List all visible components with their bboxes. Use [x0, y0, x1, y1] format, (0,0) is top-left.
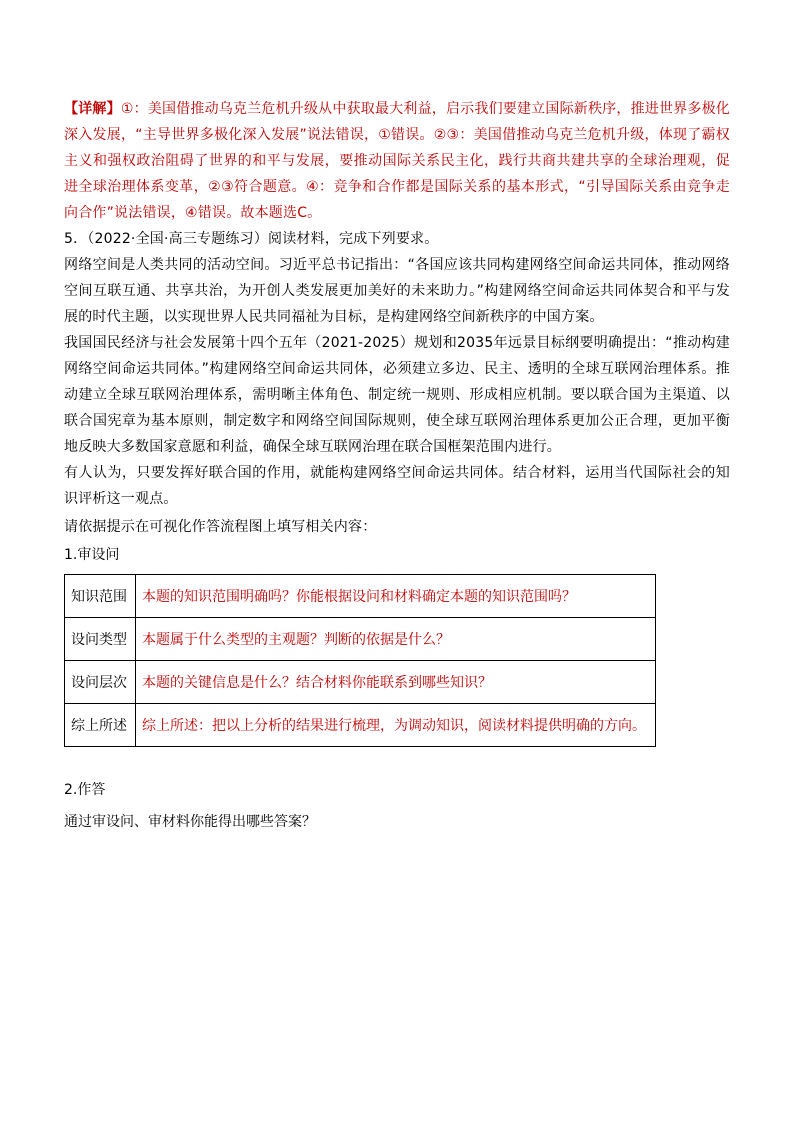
answer-detail: [64, 96, 730, 226]
table-value: 本题的关键信息是什么？结合材料你能联系到哪些知识？: [136, 661, 656, 704]
question-prompt: 有人认为，只要发挥好联合国的作用，就能构建网络空间命运共同体。结合材料，运用当代国际社会的知识评析这一观点。: [64, 465, 730, 507]
hint-intro: 请依据提示在可视化作答流程图上填写相关内容：: [64, 519, 377, 535]
table-row: [65, 704, 656, 747]
table-value: 综上所述：把以上分析的结果进行梳理，为调动知识，阅读材料提供明确的方向。: [136, 704, 656, 747]
table-row: [65, 661, 656, 704]
material-paragraph-1: 网络空间是人类共同的活动空间。习近平总书记指出：“各国应该共同构建网络空间命运共同体，推动网络空间互联互通、共享共治，为开创人类发展更加美好的未来助力。”构建网络空间命运共同体契合和平与发展的时代主题，以实现世界人民共同福祉为目标，是构建网络空间新秩序的中国方案。: [64, 257, 730, 325]
step1-label: 1.审设问: [64, 547, 120, 563]
document-page: [64, 96, 730, 835]
material-paragraph-2: 我国国民经济与社会发展第十四个五年（2021-2025）规划和2035年远景目标纲要明确提出：“推动构建网络空间命运共同体。”构建网络空间命运共同体，必须建立多边、民主、透明的全球互联网治理体系。推动建立全球互联网治理体系，需明晰主体角色、制定统一规则、形成相应机制。要以联合国为主渠道、以联合国宪章为基本原则，制定数字和网络空间国际规则，使全球互联网治理体系更加公正合理，更加平衡地反映大多数国家意愿和利益，确保全球互联网治理在联合国框架范围内进行。: [64, 335, 730, 455]
table-key: 设问类型: [65, 618, 136, 661]
table-value: 本题属于什么类型的主观题？判断的依据是什么？: [136, 618, 656, 661]
table-key: 设问层次: [65, 661, 136, 704]
table-key: 知识范围: [65, 575, 136, 618]
step2-question: 通过审设问、审材料你能得出哪些答案？: [64, 814, 316, 830]
question-header: 5．（2022·全国·高三专题练习）阅读材料，完成下列要求。: [64, 231, 439, 247]
table-value: 本题的知识范围明确吗？你能根据设问和材料确定本题的知识范围吗？: [136, 575, 656, 618]
table-row: [65, 618, 656, 661]
detail-text: ①：美国借推动乌克兰危机升级从中获取最大利益，启示我们要建立国际新秩序，推进世界多极化深入发展，“主导世界多极化深入发展”说法错误，①错误。②③：美国借推动乌克兰危机升级，体现了霸权主义和强权政治阻碍了世界的和平与发展，要推动国际关系民主化，践行共商共建共享的全球治理观，促进全球治理体系变革，②③符合题意。④：竞争和合作都是国际关系的基本形式，“引导国际关系由竞争走向合作”说法错误，④错误。故本题选C。: [64, 101, 730, 221]
step2-label: 2.作答: [64, 782, 106, 798]
detail-tag: 【详解】: [64, 101, 121, 117]
table-key: 综上所述: [65, 704, 136, 747]
table-row: [65, 575, 656, 618]
analysis-table: [64, 574, 656, 747]
